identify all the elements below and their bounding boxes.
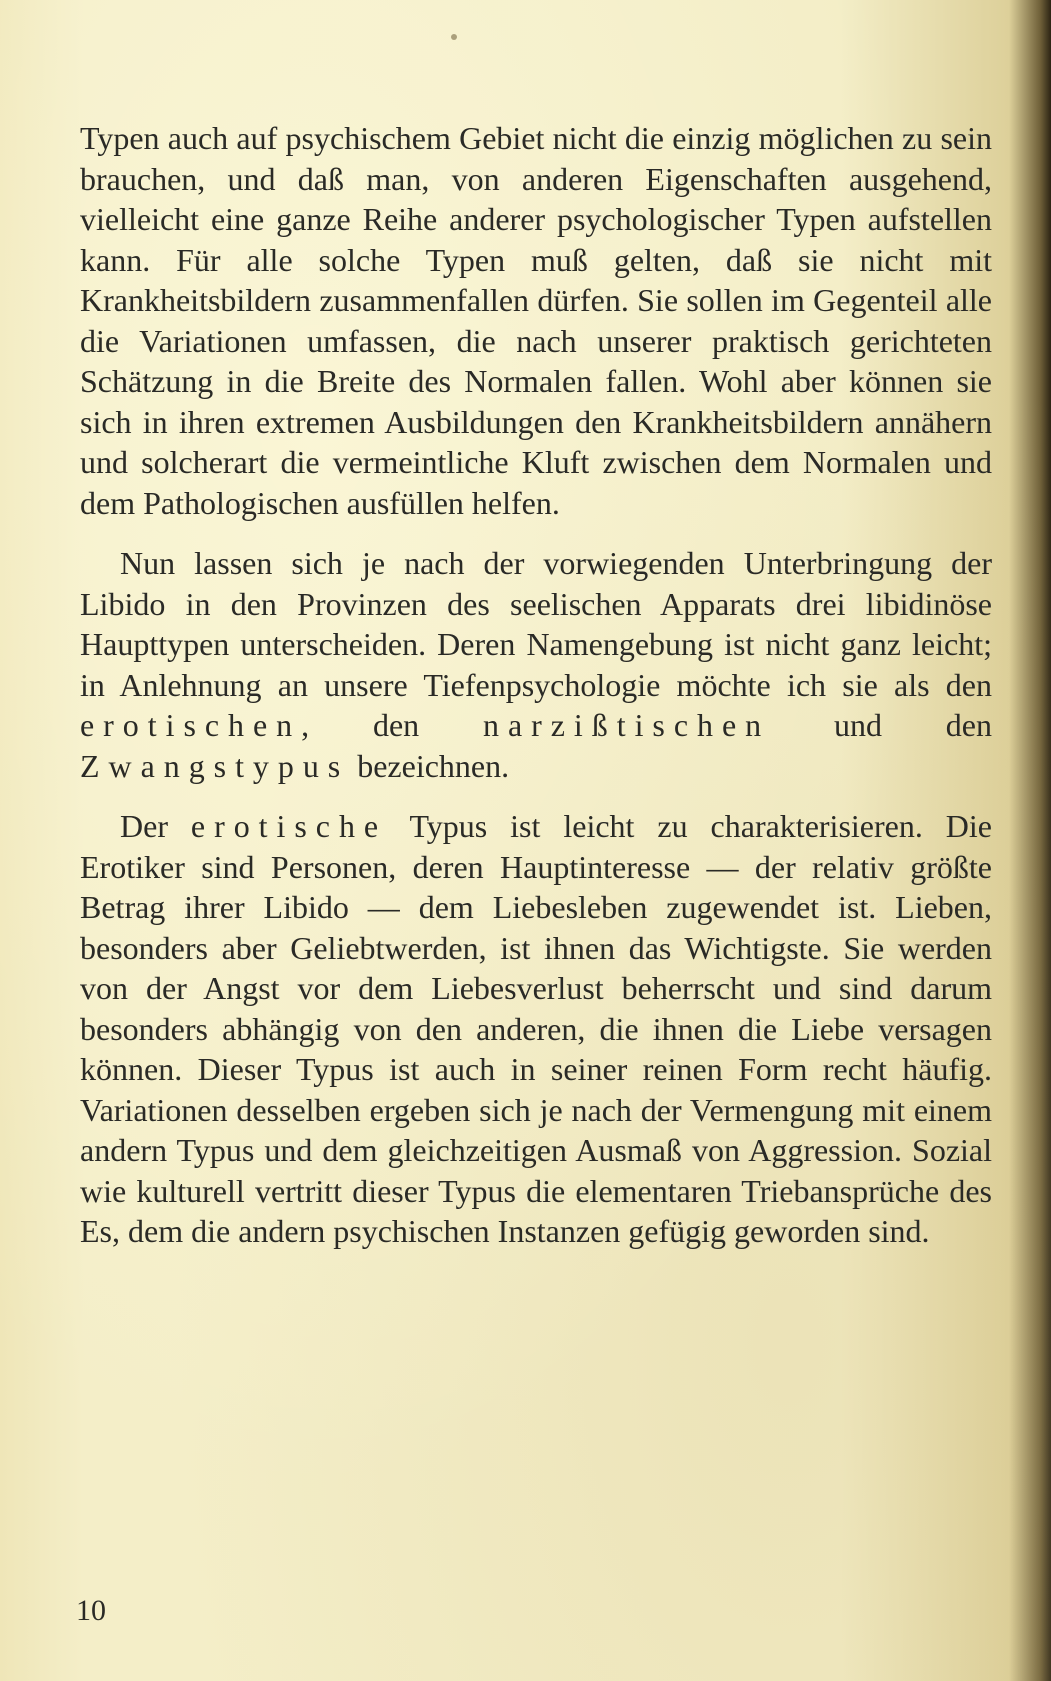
paragraph-2-emphasis-narzisstischen: narzißtischen bbox=[483, 707, 771, 743]
paragraph-2 bbox=[80, 543, 992, 786]
paragraph-3-emphasis-erotische: erotische bbox=[190, 808, 388, 844]
print-speck bbox=[451, 34, 457, 40]
paragraph-2-text-d: bezeichnen. bbox=[349, 747, 510, 784]
paragraph-2-emphasis-zwangstypus: Zwangstypus bbox=[80, 747, 350, 784]
paragraph-3-text-b: Typus ist leicht zu charakterisieren. Die Erotiker sind Personen, deren Hauptinteresse — der relativ größte Betrag ihrer Libido — dem Liebesleben zugewendet ist. Lieben, besonders aber Geliebtwerden, ist ihnen das Wichtigste. Sie werden von der Angst vor dem Liebesverlust beherrscht und sind darum besonders abhängig von den anderen, die ihnen die Liebe versagen können. Dieser Typus ist auch in seiner reinen Form recht häufig. Variationen desselben ergeben sich je nach der Vermengung mit einem andern Typus und dem gleichzeitigen Ausmaß von Aggression. Sozial wie kulturell vertritt dieser Typus die elementaren Triebansprüche des Es, dem die andern psychischen Instanzen gefügig geworden sind. bbox=[80, 808, 992, 1249]
paragraph-2-text-a: Nun lassen sich je nach der vorwiegenden Unterbringung der Libido in den Provinzen des seelischen Apparats drei libidinöse Haupttypen unterscheiden. Deren Namengebung ist nicht ganz leicht; in Anlehnung an unsere Tiefenpsychologie möchte ich sie als den bbox=[80, 545, 992, 703]
paragraph-1-text: Typen auch auf psychischem Gebiet nicht die einzig möglichen zu sein brauchen, und daß man, von anderen Eigenschaften ausgehend, vielleicht eine ganze Reihe anderer psychologischer Typen aufstellen kann. Für alle solche Typen muß gelten, daß sie nicht mit Krankheitsbildern zusammenfallen dürfen. Sie sollen im Gegenteil alle die Variationen umfassen, die nach unserer praktisch gerichteten Schätzung in die Breite des Normalen fallen. Wohl aber können sie sich in ihren extremen Ausbildungen den Krankheitsbildern annähern und solcherart die vermeintliche Kluft zwischen dem Normalen und dem Pathologischen ausfüllen helfen. bbox=[80, 120, 992, 521]
body-text bbox=[80, 118, 992, 1252]
paragraph-3 bbox=[80, 806, 992, 1252]
paragraph-2-text-b: , den bbox=[301, 707, 484, 743]
paragraph-3-text-a: Der bbox=[120, 808, 191, 844]
page-number: 10 bbox=[76, 1594, 106, 1627]
paragraph-2-emphasis-erotischen: erotischen bbox=[80, 707, 302, 743]
paragraph-1 bbox=[80, 118, 992, 523]
paragraph-2-text-c: und den bbox=[770, 707, 992, 743]
